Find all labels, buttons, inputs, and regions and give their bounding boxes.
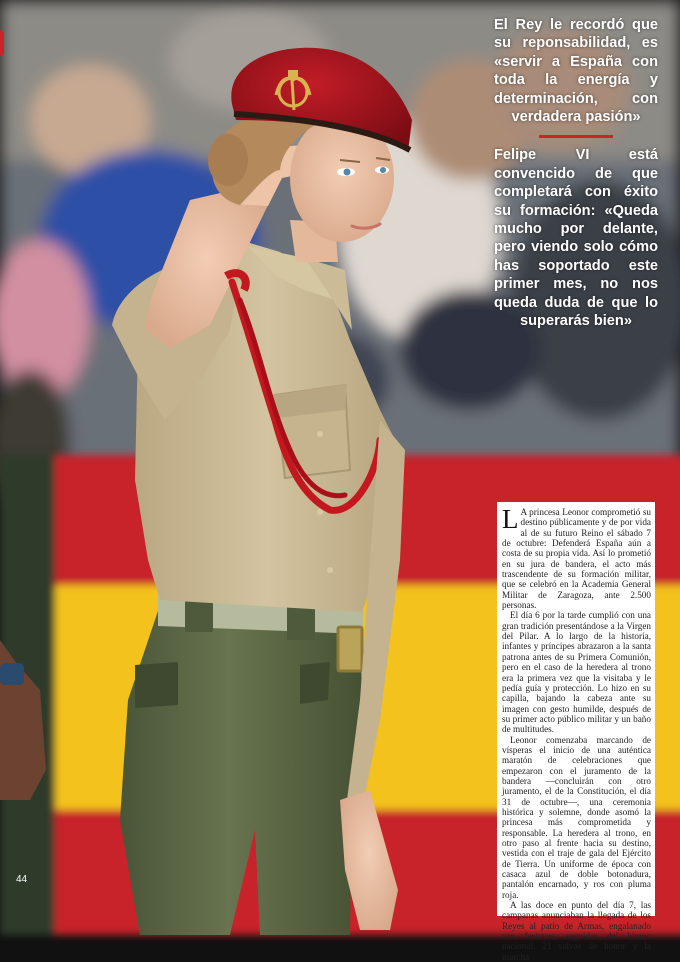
pull-quote [494,16,658,331]
page-number: 44 [16,874,28,885]
article-paragraph: El día 6 por la tarde cumplió con una gran tradición presentándose a la Virgen del Pilar. A lo largo de la historia, infantes y príncipes abrazaron a la santa patrona antes de su Primera Comunión, pero en el caso de la heredera al trono era la primera vez que la visitaba y le pedía guía y protección. Lo hizo en su capilla, bajando la cabeza ante su imagen con gesto humilde, después de su primer acto público militar y un baño de multitudes. [502,610,651,735]
article-paragraph [502,504,651,611]
article-paragraph: A las doce en punto del día 7, las campanas anunciaban la llegada de los Reyes al patio de Armas, engalanado con festones, seguidas del himno nacional. 21 salvas de honor y la marcha [502,900,651,962]
article-dropcap: L [502,504,519,534]
pull-quote-text-2: Felipe VI está convencido de que completará con éxito su formación: «Queda mucho por delante, pero viendo solo cómo has soportado este primer mes, no nos queda duda de que lo superarás bien» [494,147,658,330]
article-paragraph-text: A princesa Leonor comprometió su destino públicamente y de por vida al de su futuro Reino el sábado 7 de octubre: Defenderá España aún a costa de su propia vida. Así lo prometió en su jura de bandera, el acto más trascendente de su formación militar, que se celebró en la Academia General Militar de Zaragoza, ante 2.500 personas. [502,507,651,611]
article-column [497,502,655,962]
pull-quote-text-1: El Rey le recordó que su reponsabilidad, es «servir a España con toda la energía y determinación, con verdadera pasión» [494,17,658,126]
article-paragraph: Leonor comenzaba marcando de vísperas el inicio de una auténtica maratón de celebraciones que empezaron con el juramento de la bandera —concluirán con otro juramento, el de la Constitución, el día 31 de octubre—, una ceremonia histórica y solemne, donde asomó la princesa más comprometida y responsable. La heredera al trono, en otro paso al frente hacia su destino, vestida con el traje de gala del Ejército de Tierra. Un uniforme de época con casaca azul de doble botonadura, pantalón encarnado, y ros con pluma roja. [502,734,651,900]
pull-quote-separator [539,135,613,138]
